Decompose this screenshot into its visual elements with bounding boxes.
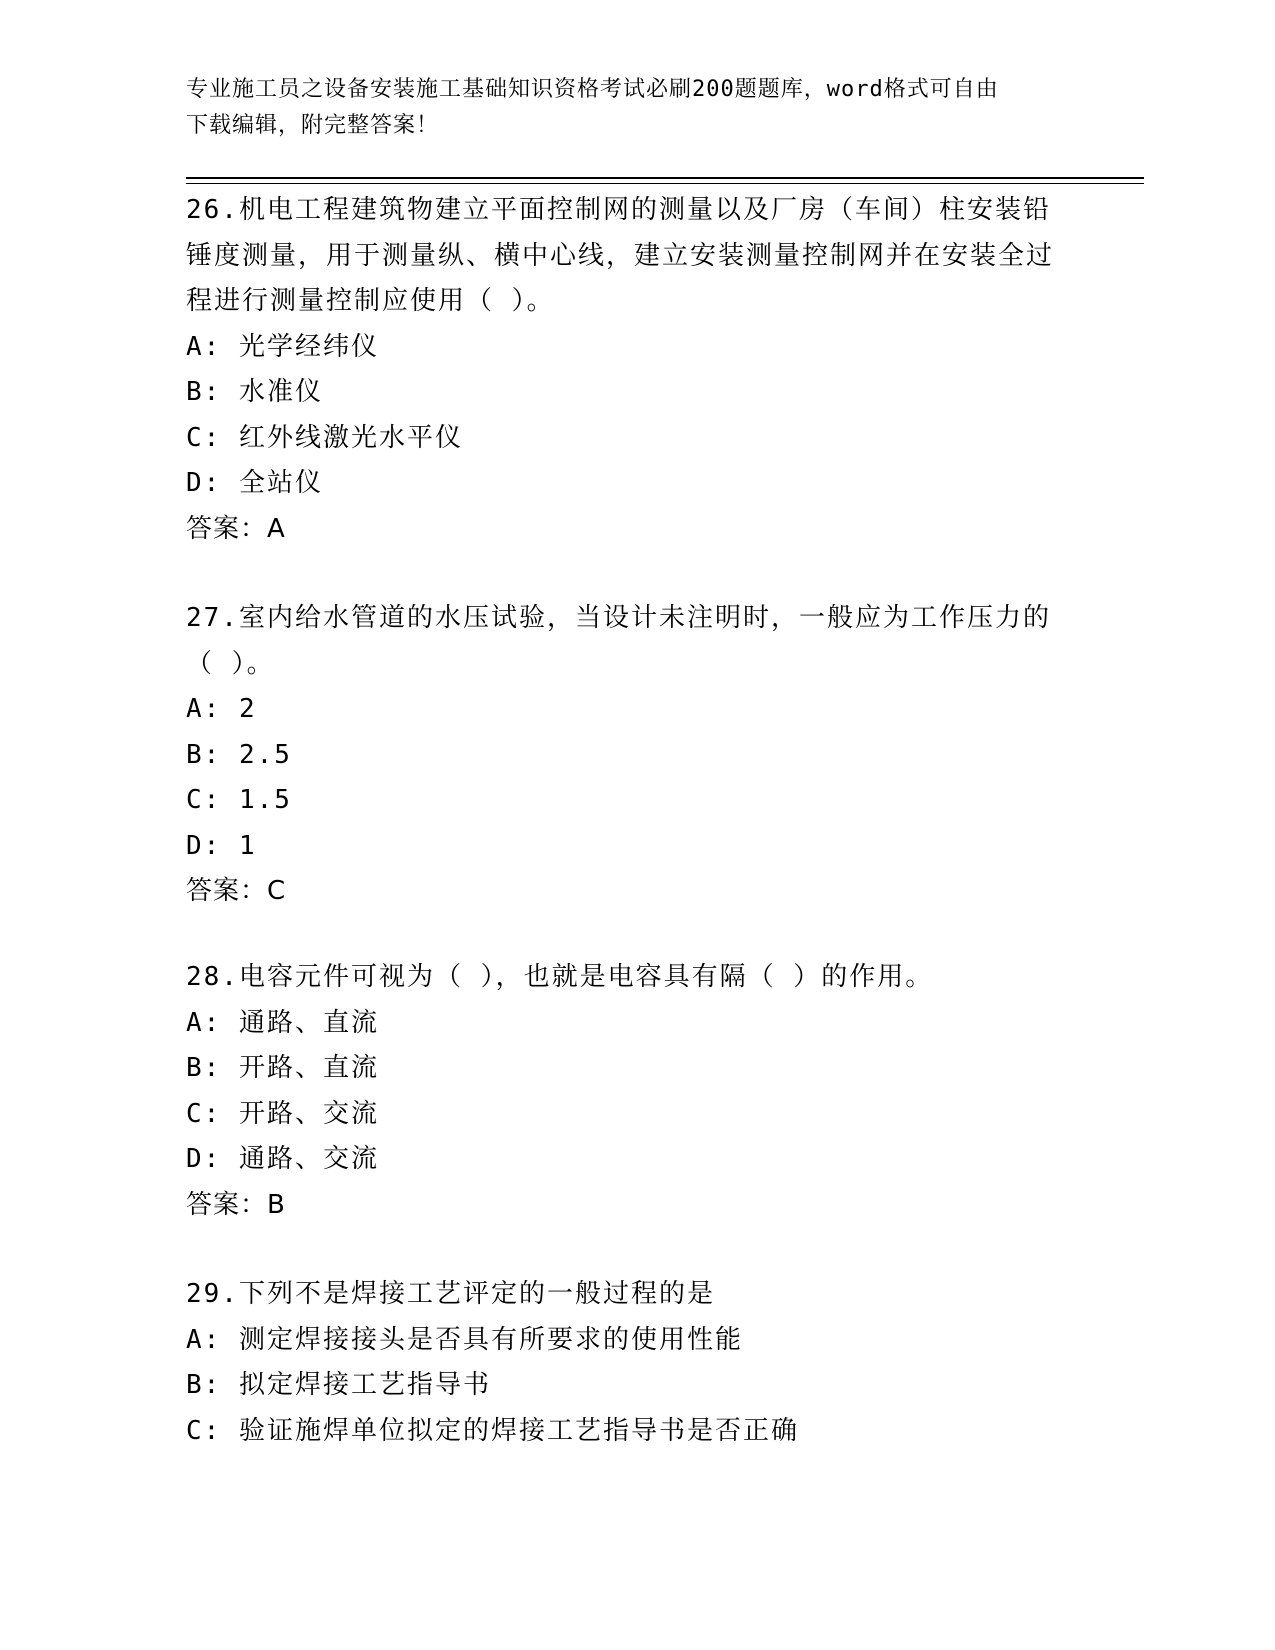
option-c: C: 红外线激光水平仪 (186, 422, 463, 453)
question-27 (186, 596, 1066, 915)
option-b: B: 拟定焊接工艺指导书 (186, 1370, 491, 1400)
option-c: C: 1.5 (186, 785, 292, 815)
document-header (186, 72, 1066, 144)
question-text: 27.室内给水管道的水压试验，当设计未注明时，一般应为工作压力的（ ）。 (186, 603, 1051, 679)
question-29 (186, 1272, 1066, 1454)
question-26 (186, 188, 1066, 552)
question-text: 29.下列不是焊接工艺评定的一般过程的是 (186, 1279, 715, 1309)
option-a: A: 2 (186, 694, 257, 724)
option-d: D: 通路、交流 (186, 1144, 379, 1174)
option-d: D: 全站仪 (186, 468, 323, 498)
option-b: B: 2.5 (186, 739, 292, 770)
option-b: B: 开路、直流 (186, 1053, 379, 1083)
option-d: D: 1 (186, 830, 257, 861)
answer: 答案：B (186, 1189, 286, 1220)
header-divider-thick (186, 177, 1144, 179)
question-text: 28.电容元件可视为（ ），也就是电容具有隔（ ）的作用。 (186, 962, 934, 992)
header-line-2: 下载编辑，附完整答案！ (186, 113, 440, 138)
answer: 答案：C (186, 876, 287, 906)
option-a: A: 通路、直流 (186, 1007, 379, 1038)
option-b: B: 水准仪 (186, 377, 323, 407)
option-c: C: 验证施焊单位拟定的焊接工艺指导书是否正确 (186, 1415, 799, 1446)
question-28 (186, 955, 1066, 1228)
option-a: A: 光学经纬仪 (186, 331, 379, 362)
question-text: 26.机电工程建筑物建立平面控制网的测量以及厂房（车间）柱安装铅锤度测量，用于测量纵、横中心线，建立安装测量控制网并在安装全过程进行测量控制应使用（ ）。 (186, 195, 1055, 316)
answer: 答案：A (186, 513, 286, 544)
header-line-1: 专业施工员之设备安装施工基础知识资格考试必刷200题题库，word格式可自由 (186, 77, 999, 102)
header-divider-thin (186, 183, 1144, 184)
option-c: C: 开路、交流 (186, 1098, 379, 1129)
option-a: A: 测定焊接接头是否具有所要求的使用性能 (186, 1324, 743, 1355)
